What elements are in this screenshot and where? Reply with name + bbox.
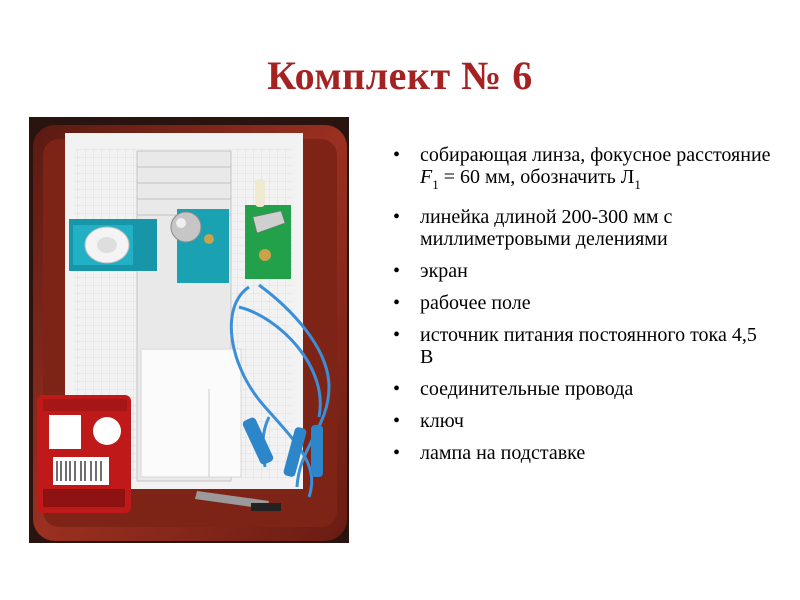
bullet: • [393,442,401,464]
bullet: • [393,206,401,228]
list-item: • собирающая линза, фокусное расстояние $F_1 = 60$ мм, обозначить $Л_1$ [393,144,771,192]
list-item: • источник питания постоянного тока 4,5 В [393,324,757,368]
bullet: • [393,378,401,400]
bullet: • [393,410,401,432]
bullet: • [393,144,401,166]
bullet: • [393,292,401,314]
slide-title: Комплект № 6 [267,53,533,98]
screen-shape [141,349,241,477]
equipment-photo [29,117,349,543]
equipment-list [393,144,773,474]
list-item: • лампа на подставке [393,442,586,464]
list-item: • соединительные провода [393,378,634,400]
bullet: • [393,260,401,282]
bullet: • [393,324,401,346]
switch-post-shape [255,179,265,207]
list-item: • линейка длиной 200-300 мм с миллиметровыми делениями [393,206,673,250]
list-item: • экран [393,260,468,282]
lamp-shape [171,212,201,242]
list-item: • ключ [393,410,464,432]
list-item: • рабочее поле [393,292,531,314]
